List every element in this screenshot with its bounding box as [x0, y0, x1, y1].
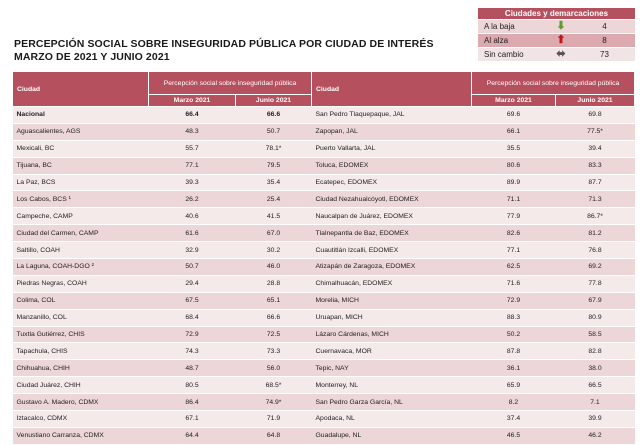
- city-cell: Tlalnepantla de Baz, EDOMEX: [312, 225, 472, 242]
- march-value: 32.9: [149, 242, 236, 259]
- june-value: 30.2: [236, 242, 312, 259]
- table-row: [13, 225, 635, 242]
- table-row: [13, 275, 635, 292]
- table-row: [13, 360, 635, 377]
- june-value: 71.3: [556, 191, 635, 208]
- city-cell: Piedras Negras, COAH: [13, 275, 149, 292]
- legend-title: Ciudades y demarcaciones: [478, 8, 635, 19]
- legend-label: Al alza: [484, 36, 509, 45]
- march-value: 62.5: [472, 259, 556, 276]
- city-cell: San Pedro Garza García, NL: [312, 394, 472, 411]
- city-cell: Zapopan, JAL: [312, 123, 472, 140]
- march-value: 86.4: [149, 394, 236, 411]
- header-june-right: Junio 2021: [556, 95, 635, 107]
- legend-row-down: [478, 20, 635, 33]
- city-cell: Lázaro Cárdenas, MICH: [312, 326, 472, 343]
- june-value: 78.1*: [236, 140, 312, 157]
- city-cell: Tepic, NAY: [312, 360, 472, 377]
- table-row: [13, 107, 635, 124]
- city-cell: Ciudad Nezahualcóyotl, EDOMEX: [312, 191, 472, 208]
- march-value: 50.7: [149, 259, 236, 276]
- march-value: 65.9: [472, 377, 556, 394]
- table-row: [13, 377, 635, 394]
- june-value: 25.4: [236, 191, 312, 208]
- up-arrow-icon: ⬆: [556, 34, 566, 46]
- march-value: 77.9: [472, 208, 556, 225]
- report-title-line-1: PERCEPCIÓN SOCIAL SOBRE INSEGURIDAD PÚBLICA POR CIUDAD DE INTERÉS: [14, 38, 434, 50]
- march-value: 50.2: [472, 326, 556, 343]
- city-cell: San Pedro Tlaquepaque, JAL: [312, 107, 472, 124]
- city-cell: Guadalupe, NL: [312, 427, 472, 444]
- march-value: 66.1: [472, 123, 556, 140]
- legend-count: 73: [600, 50, 609, 59]
- march-value: 88.3: [472, 309, 556, 326]
- table-row: [13, 326, 635, 343]
- march-value: 66.4: [149, 107, 236, 124]
- march-value: 71.6: [472, 275, 556, 292]
- city-cell: Ecatepec, EDOMEX: [312, 174, 472, 191]
- march-value: 72.9: [472, 292, 556, 309]
- city-cell: Saltillo, COAH: [13, 242, 149, 259]
- table-row: [13, 259, 635, 276]
- march-value: 26.2: [149, 191, 236, 208]
- header-june-left: Junio 2021: [236, 95, 312, 107]
- june-value: 81.2: [556, 225, 635, 242]
- march-value: 68.4: [149, 309, 236, 326]
- june-value: 73.3: [236, 343, 312, 360]
- legend-box: [478, 8, 635, 61]
- city-cell: Ciudad Juárez, CHIH: [13, 377, 149, 394]
- march-value: 36.1: [472, 360, 556, 377]
- june-value: 35.4: [236, 174, 312, 191]
- march-value: 80.6: [472, 157, 556, 174]
- june-value: 38.0: [556, 360, 635, 377]
- table-row: [13, 427, 635, 444]
- march-value: 61.6: [149, 225, 236, 242]
- march-value: 67.1: [149, 411, 236, 428]
- header-city-left: Ciudad: [13, 72, 149, 107]
- city-cell: Tapachula, CHIS: [13, 343, 149, 360]
- city-cell: Tuxtla Gutiérrez, CHIS: [13, 326, 149, 343]
- table-row: [13, 157, 635, 174]
- city-cell: Atizapán de Zaragoza, EDOMEX: [312, 259, 472, 276]
- header-perception-right: Percepción social sobre inseguridad pública: [472, 72, 635, 95]
- header-march-left: Marzo 2021: [149, 95, 236, 107]
- march-value: 40.6: [149, 208, 236, 225]
- city-cell: Chimalhuacán, EDOMEX: [312, 275, 472, 292]
- table-row: [13, 191, 635, 208]
- march-value: 46.5: [472, 427, 556, 444]
- header-city-right: Ciudad: [312, 72, 472, 107]
- legend-row-up: [478, 34, 635, 47]
- march-value: 8.2: [472, 394, 556, 411]
- legend-count: 4: [602, 22, 607, 31]
- city-cell: La Laguna, COAH-DGO ²: [13, 259, 149, 276]
- june-value: 41.5: [236, 208, 312, 225]
- june-value: 66.6: [236, 309, 312, 326]
- table-row: [13, 394, 635, 411]
- city-cell: Los Cabos, BCS ¹: [13, 191, 149, 208]
- march-value: 39.3: [149, 174, 236, 191]
- table-row: [13, 343, 635, 360]
- june-value: 74.9*: [236, 394, 312, 411]
- city-cell: Cuautitlán Izcalli, EDOMEX: [312, 242, 472, 259]
- june-value: 72.5: [236, 326, 312, 343]
- city-cell: Morelia, MICH: [312, 292, 472, 309]
- june-value: 39.9: [556, 411, 635, 428]
- march-value: 64.4: [149, 427, 236, 444]
- june-value: 71.9: [236, 411, 312, 428]
- june-value: 65.1: [236, 292, 312, 309]
- march-value: 67.5: [149, 292, 236, 309]
- report-title: [14, 38, 434, 64]
- june-value: 80.9: [556, 309, 635, 326]
- march-value: 37.4: [472, 411, 556, 428]
- city-cell: Chihuahua, CHIH: [13, 360, 149, 377]
- city-cell: Cuernavaca, MOR: [312, 343, 472, 360]
- header-march-right: Marzo 2021: [472, 95, 556, 107]
- march-value: 29.4: [149, 275, 236, 292]
- table-row: [13, 242, 635, 259]
- march-value: 89.9: [472, 174, 556, 191]
- city-cell: Toluca, EDOMEX: [312, 157, 472, 174]
- header-perception-left: Percepción social sobre inseguridad pública: [149, 72, 312, 95]
- june-value: 69.2: [556, 259, 635, 276]
- june-value: 87.7: [556, 174, 635, 191]
- june-value: 67.9: [556, 292, 635, 309]
- june-value: 77.5*: [556, 123, 635, 140]
- city-cell: Uruapan, MICH: [312, 309, 472, 326]
- table-body: [13, 107, 635, 445]
- city-cell: Manzanillo, COL: [13, 309, 149, 326]
- march-value: 48.7: [149, 360, 236, 377]
- city-cell: Iztacalco, CDMX: [13, 411, 149, 428]
- table-row: [13, 140, 635, 157]
- june-value: 67.0: [236, 225, 312, 242]
- june-value: 69.8: [556, 107, 635, 124]
- june-value: 39.4: [556, 140, 635, 157]
- city-cell: Gustavo A. Madero, CDMX: [13, 394, 149, 411]
- march-value: 71.1: [472, 191, 556, 208]
- march-value: 55.7: [149, 140, 236, 157]
- march-value: 69.6: [472, 107, 556, 124]
- city-cell: Naucalpan de Juárez, EDOMEX: [312, 208, 472, 225]
- table-row: [13, 411, 635, 428]
- march-value: 35.5: [472, 140, 556, 157]
- june-value: 79.5: [236, 157, 312, 174]
- legend-label: Sin cambio: [484, 50, 524, 59]
- june-value: 86.7*: [556, 208, 635, 225]
- june-value: 68.5*: [236, 377, 312, 394]
- city-cell: Aguascalientes, AGS: [13, 123, 149, 140]
- perception-table: [12, 71, 635, 445]
- june-value: 58.5: [556, 326, 635, 343]
- june-value: 46.0: [236, 259, 312, 276]
- legend-label: A la baja: [484, 22, 515, 31]
- june-value: 82.8: [556, 343, 635, 360]
- city-cell: Mexicali, BC: [13, 140, 149, 157]
- june-value: 66.5: [556, 377, 635, 394]
- city-cell: Venustiano Carranza, CDMX: [13, 427, 149, 444]
- table-row: [13, 309, 635, 326]
- march-value: 80.5: [149, 377, 236, 394]
- table-row: [13, 292, 635, 309]
- city-cell: Ciudad del Carmen, CAMP: [13, 225, 149, 242]
- march-value: 87.8: [472, 343, 556, 360]
- june-value: 46.2: [556, 427, 635, 444]
- june-value: 76.8: [556, 242, 635, 259]
- down-arrow-icon: ⬇: [556, 20, 566, 32]
- june-value: 77.8: [556, 275, 635, 292]
- legend-row-nochange: [478, 48, 635, 61]
- city-cell: Monterrey, NL: [312, 377, 472, 394]
- city-cell: Apodaca, NL: [312, 411, 472, 428]
- june-value: 83.3: [556, 157, 635, 174]
- report-title-line-2: MARZO DE 2021 Y JUNIO 2021: [14, 51, 170, 63]
- june-value: 64.8: [236, 427, 312, 444]
- march-value: 72.9: [149, 326, 236, 343]
- city-cell: Campeche, CAMP: [13, 208, 149, 225]
- table-row: [13, 174, 635, 191]
- june-value: 66.6: [236, 107, 312, 124]
- june-value: 50.7: [236, 123, 312, 140]
- city-cell: Colima, COL: [13, 292, 149, 309]
- legend-count: 8: [602, 36, 607, 45]
- march-value: 77.1: [149, 157, 236, 174]
- june-value: 56.0: [236, 360, 312, 377]
- city-cell: Tijuana, BC: [13, 157, 149, 174]
- june-value: 7.1: [556, 394, 635, 411]
- table-row: [13, 123, 635, 140]
- city-cell: Puerto Vallarta, JAL: [312, 140, 472, 157]
- left-right-arrow-icon: ⬌: [556, 48, 566, 60]
- june-value: 28.8: [236, 275, 312, 292]
- city-cell: Nacional: [13, 107, 149, 124]
- table-row: [13, 208, 635, 225]
- march-value: 48.3: [149, 123, 236, 140]
- march-value: 77.1: [472, 242, 556, 259]
- city-cell: La Paz, BCS: [13, 174, 149, 191]
- march-value: 74.3: [149, 343, 236, 360]
- march-value: 82.6: [472, 225, 556, 242]
